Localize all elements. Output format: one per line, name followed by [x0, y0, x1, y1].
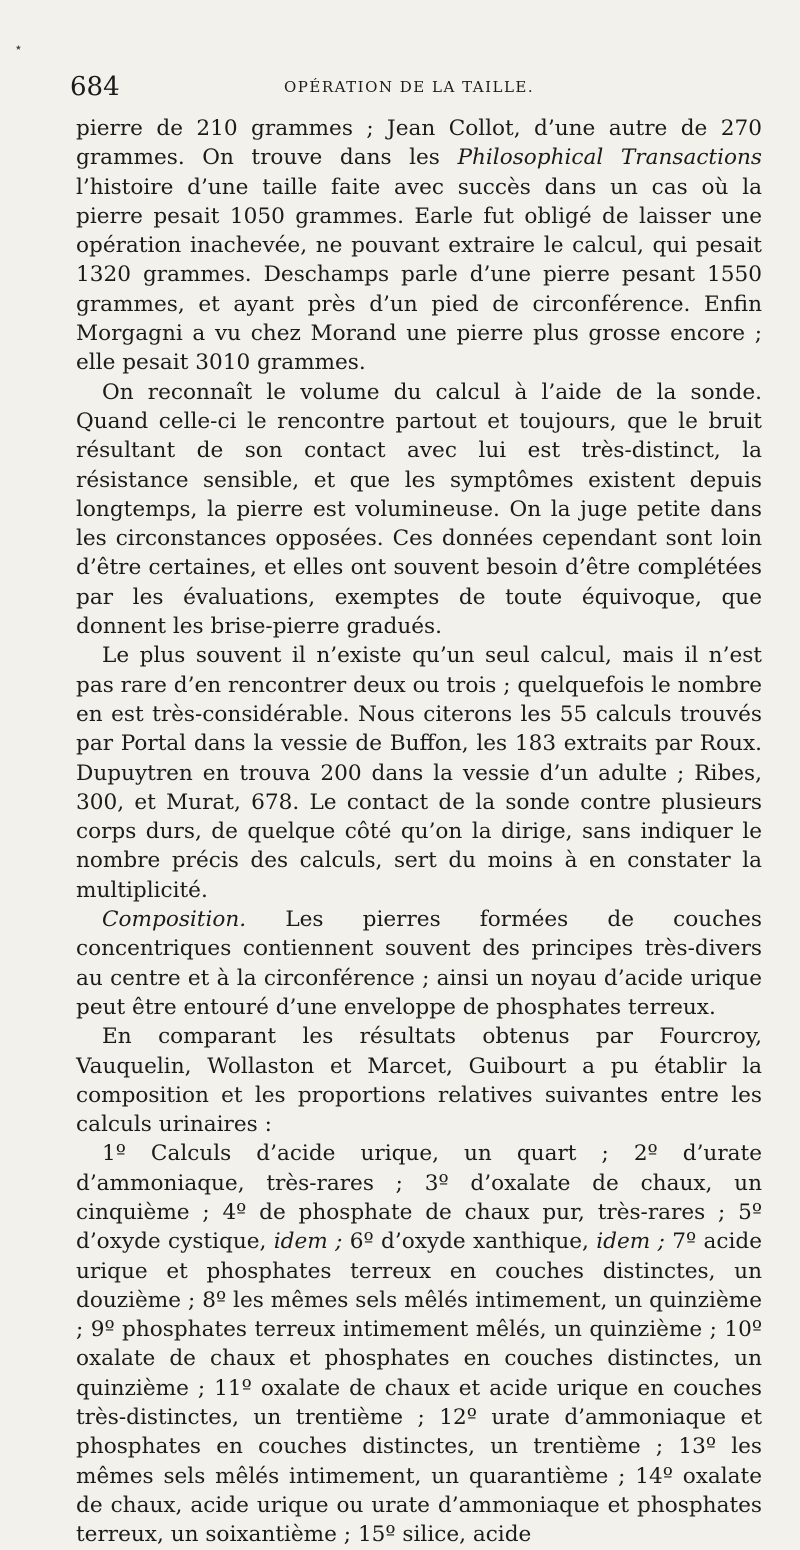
paragraph [76, 641, 762, 905]
text-run: Les pierres formées de couches concentriques contiennent souvent des principes très-divers au centre et à la circonférence ; ainsi un noyau d’acide urique peut être entouré d’une enveloppe de phosphates terreux. [76, 907, 762, 1020]
text-run: 1º Calculs d’acide urique, un quart ; 2º d’urate d’ammoniaque, très-rares ; 3º d’oxalate de chaux, un cinquième ; 4º de phosphate de chaux pur, très-rares ; 5º d’oxyde cystique, [76, 1141, 762, 1255]
italic-text: idem ; [596, 1229, 665, 1255]
text-run: 6º d’oxyde xanthique, [342, 1229, 597, 1255]
paragraph [76, 1022, 762, 1139]
text-run: Le plus souvent il n’existe qu’un seul calcul, mais il n’est pas rare d’en rencontrer deux ou trois ; quelquefois le nombre en est très-considérable. Nous citerons les 55 calculs trouvés par Portal dans la vessie de Buffon, les 183 extraits par Roux. Dupuytren en trouva 200 dans la vessie d’un adulte ; Ribes, 300, et Murat, 678. Le contact de la sonde contre plusieurs corps durs, de quelque côté qu’on la dirige, sans indiquer le nombre précis des calculs, sert du moins à en constater la multiplicité. [76, 643, 762, 903]
italic-text: Philosophical Transactions [457, 145, 763, 171]
italic-text: idem ; [273, 1229, 343, 1255]
page-number: 684 [70, 72, 120, 102]
text-run: 7º acide urique et phosphates terreux en couches distinctes, un douzième ; 8º les mêmes sels mêlés intimement, un quinzième ; 9º phosphates terreux intimement mêlés, un quinzième ; 10º oxalate de chaux et phosphates en couches distinctes, un quinzième ; 11º oxalate de chaux et acide urique en couches très-distinctes, un trentième ; 12º urate d’ammoniaque et phosphates en couches distinctes, un trentième ; 13º les mêmes sels mêlés intimement, un quarantième ; 14º oxalate de chaux, acide urique ou urate d’ammoniaque et phosphates terreux, un soixantième ; 15º silice, acide [76, 1229, 763, 1548]
text-run: l’histoire d’une taille faite avec succès dans un cas où la pierre pesait 1050 grammes. Earle fut obligé de laisser une opération inachevée, ne pouvant extraire le calcul, qui pesait 1320 grammes. Deschamps parle d’une pierre pesant 1550 grammes, et ayant près d’un pied de circonférence. Enfin Morgagni a vu chez Morand une pierre plus grosse encore ; elle pesait 3010 grammes. [76, 174, 762, 376]
body-text [76, 114, 762, 1550]
text-run: On reconnaît le volume du calcul à l’aide de la sonde. Quand celle-ci le rencontre partout et toujours, que le bruit résultant de son contact avec lui est très-distinct, la résistance sensible, et que les symptômes existent depuis longtemps, la pierre est volumineuse. On la juge petite dans les circonstances opposées. Ces données cependant sont loin d’être certaines, et elles ont souvent besoin d’être complétées par les évaluations, exemptes de toute équivoque, que donnent les brise-pierre gradués. [76, 379, 762, 640]
margin-speck: ⋆ [14, 40, 23, 56]
italic-text: Composition. [102, 907, 247, 933]
running-title: OPÉRATION DE LA TAILLE. [284, 78, 535, 96]
paragraph [76, 905, 762, 1022]
paragraph [76, 114, 762, 378]
page-header [70, 72, 760, 106]
text-run: pierre de 210 grammes ; Jean Collot, d’une autre de 270 grammes. On trouve dans les [76, 116, 762, 171]
text-run: En comparant les résultats obtenus par Fourcroy, Vauquelin, Wollaston et Marcet, Guibourt a pu établir la composition et les proportions relatives suivantes entre les calculs urinaires : [76, 1024, 762, 1138]
paragraph [76, 1139, 762, 1549]
paragraph [76, 378, 762, 642]
